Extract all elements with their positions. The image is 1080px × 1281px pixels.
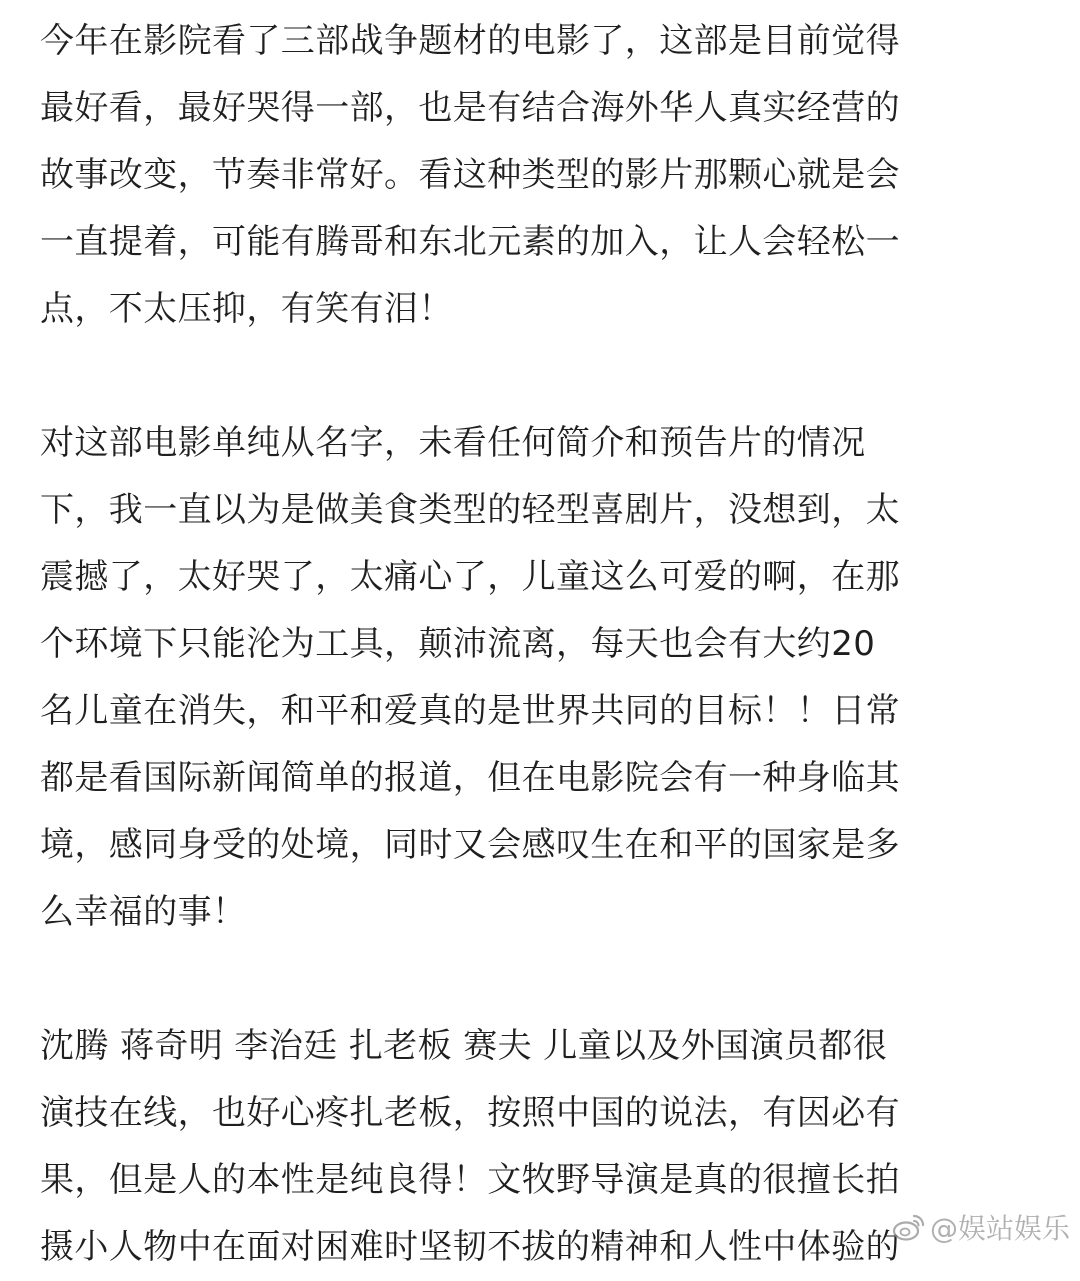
text-line: 果，但是人的本性是纯良得！文牧野导演是真的很擅长拍	[40, 1160, 900, 1200]
text-line: 对这部电影单纯从名字，未看任何简介和预告片的情况	[40, 423, 866, 463]
text-line: 沈腾 蒋奇明 李治廷 扎老板 赛夫 儿童以及外国演员都很	[40, 1026, 888, 1066]
text-line: 摄小人物中在面对困难时坚韧不拔的精神和人性中体验的	[40, 1227, 900, 1267]
paragraph-spacer	[40, 343, 1050, 410]
text-line: 个环境下只能沦为工具，颠沛流离，每天也会有大约20	[40, 624, 876, 664]
text-line: 都是看国际新闻简单的报道，但在电影院会有一种身临其	[40, 758, 900, 798]
text-line: 一直提着，可能有腾哥和东北元素的加入，让人会轻松一	[40, 222, 900, 262]
text-line: 今年在影院看了三部战争题材的电影了，这部是目前觉得	[40, 21, 900, 61]
text-line: 下，我一直以为是做美食类型的轻型喜剧片，没想到，太	[40, 490, 900, 530]
paragraph-1	[40, 8, 1050, 343]
text-line: 点，不太压抑，有笑有泪！	[40, 289, 453, 329]
post-body	[40, 8, 1050, 1281]
paragraph-spacer	[40, 946, 1050, 1013]
paragraph-2	[40, 410, 1050, 946]
text-line: 最好看，最好哭得一部，也是有结合海外华人真实经营的	[40, 88, 900, 128]
text-line: 故事改变，节奏非常好。看这种类型的影片那颗心就是会	[40, 155, 900, 195]
weibo-logo-icon	[892, 1212, 926, 1242]
text-line: 演技在线，也好心疼扎老板，按照中国的说法，有因必有	[40, 1093, 900, 1133]
text-line: 名儿童在消失，和平和爱真的是世界共同的目标！！日常	[40, 691, 900, 731]
watermark-text: @娱站娱乐	[929, 1212, 1070, 1245]
watermark	[892, 1207, 1070, 1247]
text-line: 么幸福的事！	[40, 892, 247, 932]
text-line: 境，感同身受的处境，同时又会感叹生在和平的国家是多	[40, 825, 900, 865]
text-line: 震撼了，太好哭了，太痛心了，儿童这么可爱的啊，在那	[40, 557, 900, 597]
